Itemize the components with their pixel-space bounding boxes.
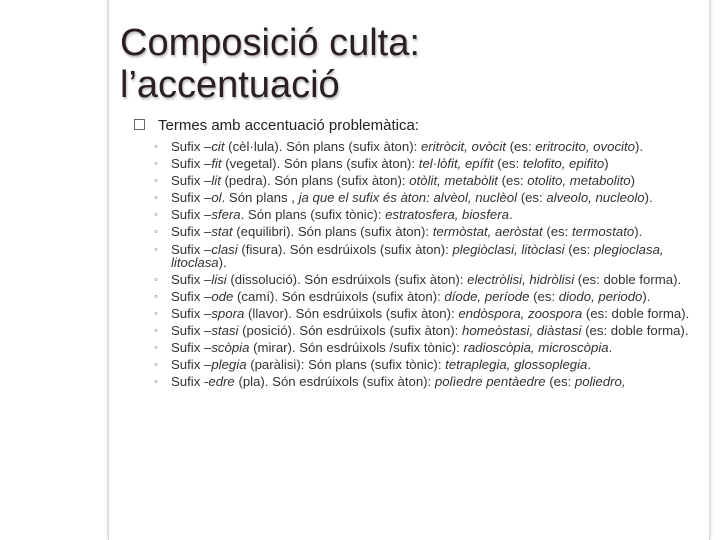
list-item	[150, 290, 698, 303]
item-text: Sufix –	[171, 306, 212, 322]
italic-term: stat	[211, 224, 233, 240]
item-text: Sufix –	[171, 271, 212, 287]
circle-bullet-icon: ◦	[154, 243, 158, 256]
item-text: (es:	[545, 374, 575, 390]
item-text: Sufix –	[171, 224, 212, 240]
italic-term: spora	[211, 306, 245, 322]
list-item	[150, 324, 698, 337]
circle-bullet-icon: ◦	[154, 158, 158, 171]
italic-term: eritròcit, ovòcit	[420, 139, 506, 154]
list-item	[150, 140, 698, 153]
item-text: (camí). Són esdrúixols (sufix àton):	[233, 288, 445, 304]
italic-term: otòlit, metabòlit	[409, 173, 498, 189]
item-text: Sufix –	[171, 139, 212, 154]
item-text: (es: doble forma).	[574, 271, 682, 287]
item-text: (llavor). Són esdrúixols (sufix àton):	[244, 306, 459, 322]
list-item	[150, 375, 698, 388]
italic-term: lit	[211, 173, 221, 189]
italic-term: endòspora, zoospora	[458, 306, 583, 322]
item-text: Sufix –	[171, 357, 212, 373]
italic-term: plegiòclasi, litòclasi	[452, 241, 565, 257]
item-text: (es:	[497, 173, 528, 189]
circle-bullet-icon: ◦	[154, 376, 158, 389]
item-text: (dissolució). Són esdrúixols (sufix àton):	[226, 271, 468, 287]
circle-bullet-icon: ◦	[154, 192, 158, 205]
italic-term: ja que el sufix és àton: alvèol, nuclèol	[298, 190, 518, 206]
circle-bullet-icon: ◦	[154, 141, 158, 153]
item-text: ).	[218, 254, 227, 270]
item-text: Sufix –	[171, 190, 212, 206]
item-text: (vegetal). Són plans (sufix àton):	[221, 156, 419, 172]
item-text: )	[604, 156, 609, 172]
circle-bullet-icon: ◦	[154, 342, 158, 355]
title-line-2: l’accentuació	[120, 64, 340, 106]
list-item	[150, 191, 698, 204]
italic-term: termostato	[571, 224, 635, 240]
list-item	[150, 208, 698, 221]
item-text: Sufix -	[171, 374, 209, 390]
circle-bullet-icon: ◦	[154, 226, 158, 239]
italic-term: homeòstasi, diàstasi	[462, 323, 582, 339]
item-text: Sufix –	[171, 323, 212, 339]
italic-term: poliedro,	[574, 374, 626, 390]
item-text: (es:	[517, 190, 547, 206]
italic-term: ol	[211, 190, 222, 206]
heading-text: Termes amb accentuació problemàtica:	[158, 117, 419, 134]
item-text: (es: doble forma).	[582, 306, 690, 322]
italic-term: termòstat, aeròstat	[432, 224, 543, 240]
item-text: ).	[634, 139, 644, 154]
italic-term: sfera	[211, 207, 241, 223]
list-item	[150, 174, 698, 187]
italic-term: lisi	[211, 271, 227, 287]
item-text: (es:	[542, 224, 572, 240]
item-text: )	[630, 173, 636, 189]
circle-bullet-icon: ◦	[154, 209, 158, 222]
item-text: Sufix –	[171, 288, 212, 304]
circle-bullet-icon: ◦	[154, 175, 158, 188]
item-text: . Són plans ,	[221, 190, 299, 206]
italic-term: tetraplegia, glossoplegia	[445, 357, 588, 373]
italic-term: plegia	[211, 357, 247, 373]
item-text: (equilibri). Són plans (sufix àton):	[232, 224, 433, 240]
list-item	[150, 225, 698, 238]
italic-term: electròlisi, hidròlisi	[467, 271, 575, 287]
item-text: (es:	[529, 288, 559, 304]
title-line-1: Composició culta:	[120, 22, 420, 64]
item-text: Sufix –	[171, 241, 212, 257]
item-text: (es:	[505, 139, 536, 154]
item-text: ).	[642, 288, 651, 304]
item-text: ).	[644, 190, 653, 206]
square-bullet-icon	[134, 119, 145, 130]
item-text: (es:	[493, 156, 523, 172]
slide-title	[120, 22, 680, 106]
item-text: .	[608, 340, 613, 356]
italic-term: estratosfera, biosfera	[385, 207, 509, 223]
item-text: (pedra). Són plans (sufix àton):	[220, 173, 410, 189]
italic-term: clasi	[211, 241, 238, 257]
item-text: Sufix –	[171, 340, 212, 356]
italic-term: eritrocito, ovocito	[535, 139, 635, 154]
list-item	[150, 157, 698, 170]
italic-term: telofito, epifito	[522, 156, 605, 172]
item-text: (posició). Són esdrúixols (sufix àton):	[238, 323, 462, 339]
item-text: (mirar). Són esdrúixols /sufix tònic):	[249, 340, 464, 356]
circle-bullet-icon: ◦	[154, 308, 158, 321]
italic-term: alveolo, nucleolo	[546, 190, 645, 206]
item-text: Sufix –	[171, 173, 212, 189]
circle-bullet-icon: ◦	[154, 359, 158, 372]
list-item	[150, 358, 698, 371]
list-item	[150, 341, 698, 354]
item-text: (es: doble forma).	[581, 323, 689, 339]
italic-term: radioscòpia, microscòpia	[463, 340, 609, 356]
list-item	[150, 243, 698, 269]
item-text: .	[587, 357, 592, 373]
italic-term: edre	[208, 374, 235, 390]
item-text: Sufix –	[171, 156, 212, 172]
list-item	[150, 307, 698, 320]
italic-term: tel·lòfit, epífit	[418, 156, 494, 172]
italic-term: plegioclasa, litoclasa	[171, 241, 664, 270]
italic-term: diodo, periodo	[558, 288, 643, 304]
suffix-list	[150, 140, 698, 393]
italic-term: ode	[211, 288, 234, 304]
item-text: ).	[634, 224, 643, 240]
item-text: .	[508, 207, 513, 223]
item-text: (paràlisi): Són plans (sufix tònic):	[246, 357, 446, 373]
italic-term: díode, període	[444, 288, 530, 304]
italic-term: cit	[211, 139, 225, 154]
item-text: Sufix –	[171, 207, 212, 223]
item-text: (fisura). Són esdrúixols (sufix àton):	[237, 241, 453, 257]
circle-bullet-icon: ◦	[154, 290, 158, 303]
circle-bullet-icon: ◦	[154, 325, 158, 338]
italic-term: fit	[211, 156, 222, 172]
circle-bullet-icon: ◦	[154, 273, 158, 286]
item-text: (es:	[564, 241, 594, 257]
italic-term: otolito, metabolito	[527, 173, 631, 189]
item-text: . Són plans (sufix tònic):	[240, 207, 386, 223]
item-text: (pla). Són esdrúixols (sufix àton):	[234, 374, 435, 390]
italic-term: polìedre pentàedre	[434, 374, 546, 390]
italic-term: scòpia	[211, 340, 250, 356]
list-item	[150, 273, 698, 286]
item-text: (cèl·lula). Són plans (sufix àton):	[224, 139, 421, 154]
italic-term: stasi	[211, 323, 239, 339]
